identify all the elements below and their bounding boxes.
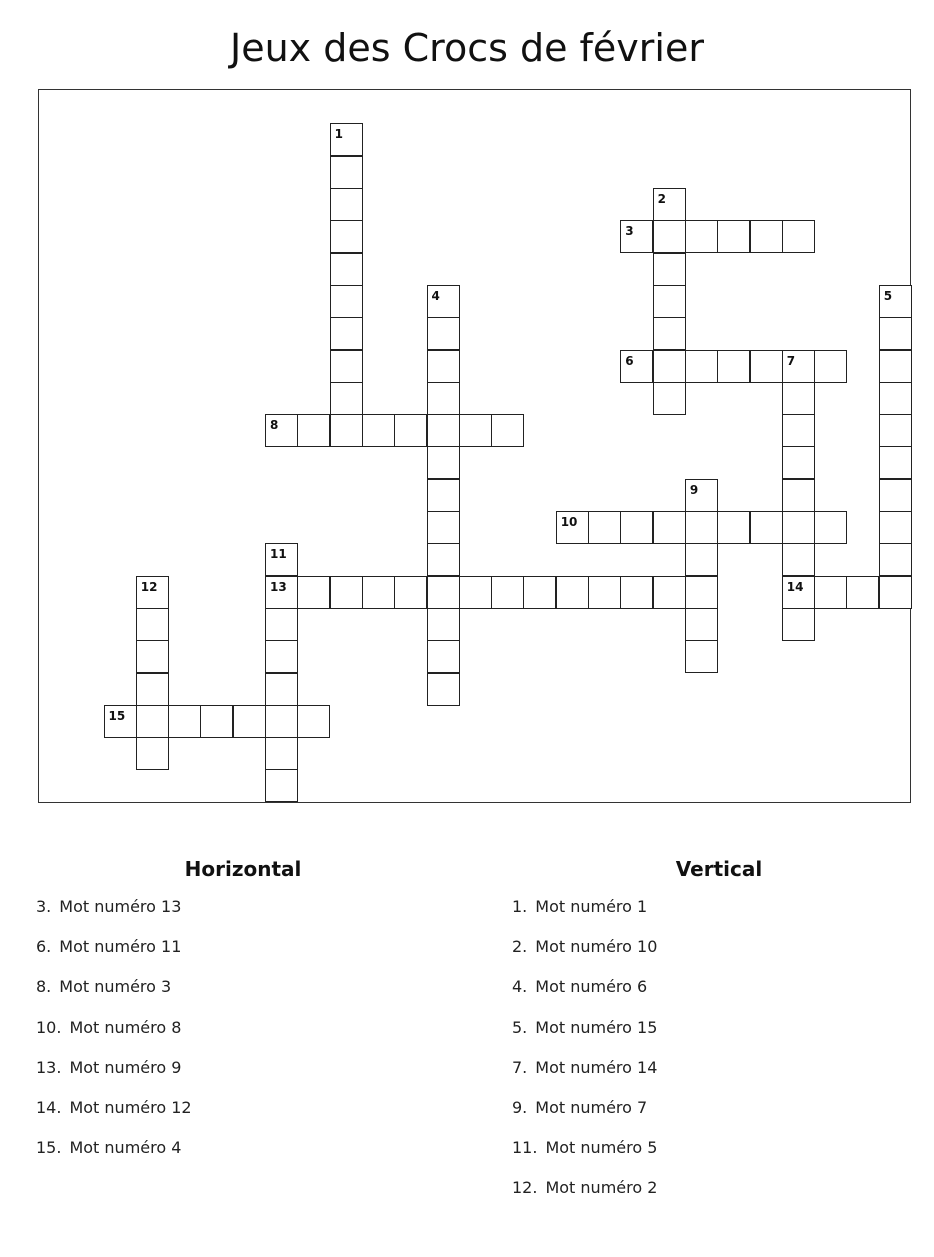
grid-cell[interactable] <box>459 576 492 609</box>
grid-cell[interactable] <box>750 511 783 544</box>
grid-cell[interactable] <box>427 350 460 383</box>
clue-text: Mot numéro 6 <box>535 977 648 997</box>
grid-cell[interactable] <box>394 576 427 609</box>
clue-number: 13 <box>270 579 287 594</box>
grid-cell[interactable] <box>297 414 330 447</box>
grid-cell[interactable] <box>427 382 460 415</box>
grid-cell[interactable] <box>782 543 815 576</box>
grid-cell[interactable] <box>233 705 266 738</box>
grid-cell[interactable] <box>427 511 460 544</box>
clue-number: 15 <box>108 708 126 723</box>
down-clue-item <box>512 1178 932 1218</box>
grid-cell[interactable] <box>330 382 363 415</box>
across-clues <box>36 855 456 1178</box>
grid-cell[interactable] <box>653 253 686 286</box>
clue-number: 3 <box>625 224 634 239</box>
grid-cell[interactable] <box>879 576 912 609</box>
grid-cell[interactable] <box>782 382 815 415</box>
grid-cell[interactable] <box>427 576 460 609</box>
down-heading: Vertical <box>675 857 763 881</box>
grid-cell[interactable] <box>136 705 169 738</box>
grid-cell[interactable] <box>427 543 460 576</box>
grid-cell[interactable] <box>330 253 363 286</box>
grid-cell-1[interactable] <box>330 123 363 156</box>
grid-cell[interactable] <box>136 608 169 641</box>
clue-text: Mot numéro 5 <box>545 1138 658 1158</box>
across-clue-item <box>36 977 456 1017</box>
grid-cell[interactable] <box>330 188 363 221</box>
clue-text: Mot numéro 9 <box>69 1057 182 1077</box>
grid-cell[interactable] <box>168 705 201 738</box>
grid-cell[interactable] <box>588 511 621 544</box>
clue-number: 3. <box>36 897 52 916</box>
grid-cell[interactable] <box>330 156 363 189</box>
grid-cell-3[interactable] <box>620 220 653 253</box>
grid-cell[interactable] <box>620 576 653 609</box>
clue-number: 2 <box>657 192 666 206</box>
grid-cell[interactable] <box>136 640 169 673</box>
grid-cell[interactable] <box>265 705 298 738</box>
page-title: Jeux des Crocs de février <box>230 26 704 70</box>
grid-cell[interactable] <box>427 640 460 673</box>
across-clue-item <box>36 1058 456 1098</box>
grid-cell[interactable] <box>782 511 815 544</box>
grid-cell[interactable] <box>685 608 718 641</box>
down-clue-item <box>512 977 932 1017</box>
grid-cell-11[interactable] <box>265 543 298 576</box>
grid-cell[interactable] <box>879 350 912 383</box>
clue-number: 10 <box>560 515 578 529</box>
grid-cell-13[interactable] <box>265 576 298 609</box>
clue-text: Mot numéro 10 <box>535 937 658 957</box>
clue-number: 7. <box>512 1057 528 1077</box>
grid-cell[interactable] <box>717 220 750 253</box>
grid-cell[interactable] <box>265 608 298 641</box>
grid-cell-12[interactable] <box>136 576 169 609</box>
clue-number: 13. <box>36 1057 62 1077</box>
grid-cell-4[interactable] <box>427 285 460 318</box>
down-clues <box>512 855 932 1219</box>
grid-cell[interactable] <box>620 511 653 544</box>
grid-cell[interactable] <box>814 576 847 609</box>
grid-cell[interactable] <box>782 220 815 253</box>
grid-cell[interactable] <box>653 350 686 383</box>
grid-cell[interactable] <box>653 382 686 415</box>
grid-cell[interactable] <box>136 737 169 770</box>
clue-text: Mot numéro 12 <box>69 1097 192 1117</box>
grid-cell[interactable] <box>265 769 298 802</box>
grid-cell[interactable] <box>846 576 879 609</box>
grid-cell[interactable] <box>362 414 395 447</box>
clue-number: 5. <box>512 1017 528 1037</box>
clue-number: 12. <box>512 1178 538 1198</box>
grid-cell[interactable] <box>427 446 460 479</box>
grid-cell[interactable] <box>297 576 330 609</box>
grid-cell[interactable] <box>782 414 815 447</box>
grid-cell[interactable] <box>879 414 912 447</box>
grid-cell[interactable] <box>394 414 427 447</box>
clue-number: 6 <box>625 353 634 368</box>
grid-cell-2[interactable] <box>653 188 686 221</box>
grid-cell[interactable] <box>653 220 686 253</box>
clue-number: 9. <box>512 1097 528 1117</box>
grid-cell[interactable] <box>491 414 524 447</box>
grid-cell[interactable] <box>427 673 460 706</box>
grid-cell[interactable] <box>685 220 718 253</box>
grid-cell-15[interactable] <box>104 705 137 738</box>
down-clue-item <box>512 1018 932 1058</box>
clue-number: 11. <box>512 1138 538 1158</box>
clue-number: 15. <box>36 1138 62 1158</box>
clue-number: 6. <box>36 937 52 957</box>
grid-cell[interactable] <box>685 640 718 673</box>
grid-cell[interactable] <box>653 511 686 544</box>
grid-cell[interactable] <box>362 576 395 609</box>
clue-number: 10. <box>36 1017 62 1037</box>
grid-cell[interactable] <box>750 350 783 383</box>
across-clue-item <box>36 897 456 937</box>
down-clue-item <box>512 1138 932 1178</box>
grid-cell-7[interactable] <box>782 350 815 383</box>
clue-number: 1. <box>512 897 528 916</box>
grid-cell-6[interactable] <box>620 350 653 383</box>
grid-cell[interactable] <box>588 576 621 609</box>
down-clue-item <box>512 1098 932 1138</box>
clue-text: Mot numéro 11 <box>59 937 182 957</box>
grid-cell[interactable] <box>782 479 815 512</box>
grid-cell-5[interactable] <box>879 285 912 318</box>
grid-cell[interactable] <box>330 576 363 609</box>
down-clue-item <box>512 937 932 977</box>
clue-text: Mot numéro 15 <box>535 1017 658 1037</box>
across-clue-item <box>36 1138 456 1178</box>
grid-cell[interactable] <box>427 317 460 350</box>
clue-text: Mot numéro 7 <box>535 1097 648 1117</box>
grid-cell[interactable] <box>782 608 815 641</box>
clue-number: 14 <box>786 579 804 594</box>
grid-cell[interactable] <box>523 576 556 609</box>
clue-text: Mot numéro 4 <box>69 1138 182 1158</box>
clue-number: 9 <box>689 482 699 497</box>
grid-cell[interactable] <box>330 350 363 383</box>
clue-number: 7 <box>786 353 796 368</box>
grid-cell[interactable] <box>879 446 912 479</box>
grid-cell[interactable] <box>685 576 718 609</box>
grid-cell[interactable] <box>653 285 686 318</box>
grid-cell-10[interactable] <box>556 511 589 544</box>
grid-cell[interactable] <box>427 608 460 641</box>
grid-cell[interactable] <box>814 511 847 544</box>
grid-cell[interactable] <box>782 446 815 479</box>
grid-cell[interactable] <box>427 414 460 447</box>
grid-cell[interactable] <box>330 414 363 447</box>
clue-text: Mot numéro 1 <box>535 897 648 916</box>
grid-cell[interactable] <box>685 350 718 383</box>
clue-number: 12 <box>140 579 158 594</box>
grid-cell[interactable] <box>653 317 686 350</box>
clue-number: 8. <box>36 977 52 997</box>
clue-text: Mot numéro 14 <box>535 1057 658 1077</box>
clue-number: 4 <box>431 288 440 303</box>
grid-cell[interactable] <box>879 479 912 512</box>
grid-cell[interactable] <box>265 640 298 673</box>
grid-cell[interactable] <box>717 350 750 383</box>
grid-cell[interactable] <box>685 511 718 544</box>
grid-cell[interactable] <box>136 673 169 706</box>
grid-cell-8[interactable] <box>265 414 298 447</box>
down-clue-list <box>512 897 932 1219</box>
clue-number: 11 <box>270 547 287 562</box>
across-clue-item <box>36 937 456 977</box>
clue-number: 5 <box>883 288 893 303</box>
crossword-grid <box>38 89 911 803</box>
grid-cell[interactable] <box>750 220 783 253</box>
clue-number: 4. <box>512 977 528 997</box>
down-clue-item <box>512 1058 932 1098</box>
down-clue-item <box>512 897 932 937</box>
clue-text: Mot numéro 8 <box>69 1017 182 1037</box>
across-clue-list <box>36 897 456 1178</box>
grid-cell-9[interactable] <box>685 479 718 512</box>
clue-number: 1 <box>334 127 343 142</box>
grid-cell[interactable] <box>427 479 460 512</box>
grid-cell[interactable] <box>879 511 912 544</box>
grid-cell[interactable] <box>459 414 492 447</box>
grid-cell[interactable] <box>879 543 912 576</box>
clue-number: 8 <box>270 418 279 433</box>
clue-text: Mot numéro 3 <box>59 977 172 997</box>
across-clue-item <box>36 1098 456 1138</box>
grid-cell[interactable] <box>330 317 363 350</box>
grid-cell[interactable] <box>265 737 298 770</box>
grid-cell[interactable] <box>653 576 686 609</box>
grid-cell[interactable] <box>879 382 912 415</box>
grid-cell[interactable] <box>879 317 912 350</box>
across-heading: Horizontal <box>184 857 302 881</box>
grid-cell[interactable] <box>491 576 524 609</box>
grid-cell[interactable] <box>297 705 330 738</box>
clue-text: Mot numéro 2 <box>545 1178 658 1198</box>
clue-number: 14. <box>36 1097 62 1117</box>
grid-cell[interactable] <box>200 705 233 738</box>
across-clue-item <box>36 1018 456 1058</box>
grid-cell[interactable] <box>814 350 847 383</box>
grid-cell[interactable] <box>556 576 589 609</box>
clue-number: 2. <box>512 937 528 957</box>
grid-cell-14[interactable] <box>782 576 815 609</box>
grid-cell[interactable] <box>330 285 363 318</box>
grid-cell[interactable] <box>685 543 718 576</box>
clue-text: Mot numéro 13 <box>59 897 182 916</box>
grid-cell[interactable] <box>330 220 363 253</box>
grid-cell[interactable] <box>717 511 750 544</box>
grid-cell[interactable] <box>265 673 298 706</box>
